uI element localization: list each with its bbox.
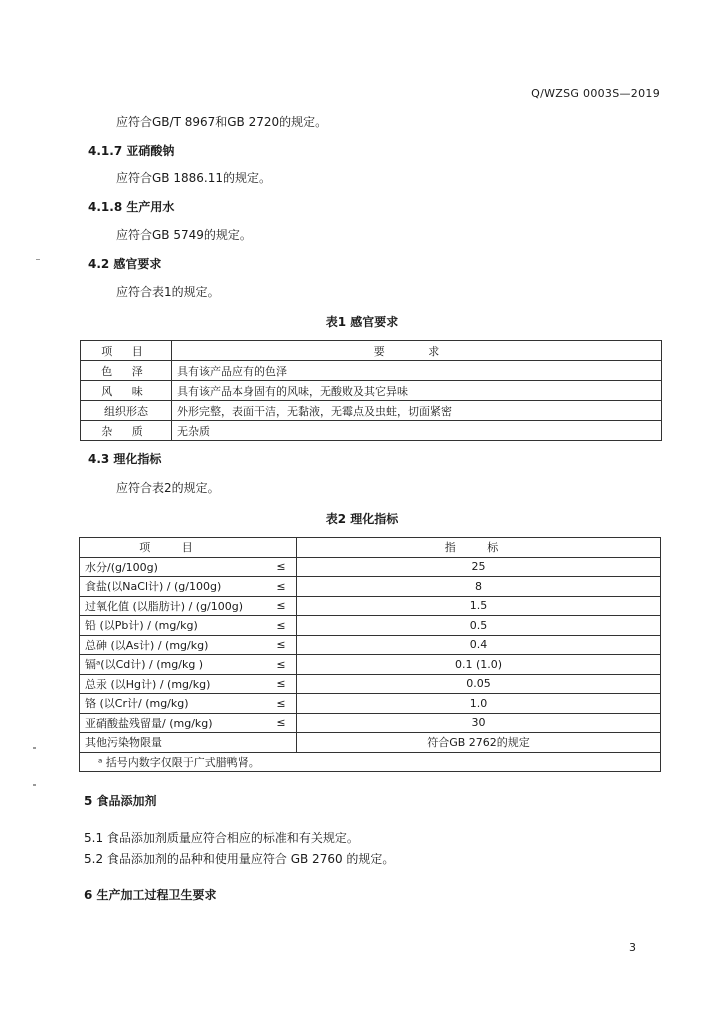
table-header-row [80, 538, 661, 558]
table-cell: 0.1 (1.0) [297, 655, 661, 675]
table-cell: 杂 质 [81, 421, 172, 441]
table-cell: ≤ [266, 635, 297, 655]
table-cell [266, 733, 297, 753]
table-row [81, 381, 662, 401]
table-cell: 铅 (以Pb计) / (mg/kg) [80, 616, 267, 636]
scan-mark [36, 259, 40, 260]
section-heading-4-3: 4.3 理化指标 [88, 452, 162, 466]
table-cell: ≤ [266, 694, 297, 714]
table-cell: ≤ [266, 616, 297, 636]
table-row [80, 733, 661, 753]
sensory-requirements-table [80, 340, 662, 441]
table-header-cell: 项 目 [81, 341, 172, 361]
table-cell: 过氧化值 (以脂肪计) / (g/100g) [80, 596, 267, 616]
table-cell: 总汞 (以Hg计) / (mg/kg) [80, 674, 267, 694]
page-number: 3 [629, 941, 636, 954]
table-cell: 8 [297, 577, 661, 597]
text-line: 应符合GB 5749的规定。 [116, 228, 252, 242]
table-row [80, 616, 661, 636]
text-line: 应符合表2的规定。 [116, 481, 220, 495]
table-header-cell: 指 标 [297, 538, 661, 558]
table-cell: 其他污染物限量 [80, 733, 267, 753]
table-cell: 铬 (以Cr计/ (mg/kg) [80, 694, 267, 714]
table-row [80, 557, 661, 577]
table-row [80, 694, 661, 714]
table-cell: ≤ [266, 713, 297, 733]
scan-mark [33, 747, 36, 749]
table-cell: ≤ [266, 557, 297, 577]
table-note-row [80, 752, 661, 772]
table-cell: 0.5 [297, 616, 661, 636]
table-cell: 外形完整，表面干洁，无黏液，无霉点及虫蛀，切面紧密 [172, 401, 662, 421]
table-row [81, 421, 662, 441]
text-line: 应符合表1的规定。 [116, 285, 220, 299]
table-cell: 风 味 [81, 381, 172, 401]
table-row [80, 655, 661, 675]
table-cell: 0.05 [297, 674, 661, 694]
table-cell: 符合GB 2762的规定 [297, 733, 661, 753]
table-row [80, 635, 661, 655]
table-cell: ≤ [266, 674, 297, 694]
table-cell: 1.0 [297, 694, 661, 714]
section-heading-4-1-8: 4.1.8 生产用水 [88, 200, 175, 214]
text-line: 应符合GB/T 8967和GB 2720的规定。 [116, 115, 328, 129]
table-cell: 总砷 (以As计) / (mg/kg) [80, 635, 267, 655]
table-cell: 食盐(以NaCl计) / (g/100g) [80, 577, 267, 597]
section-heading-5: 5 食品添加剂 [84, 794, 157, 808]
section-heading-6: 6 生产加工过程卫生要求 [84, 888, 217, 902]
table-header-row [81, 341, 662, 361]
table-cell: ≤ [266, 596, 297, 616]
physicochemical-indicators-table [79, 537, 661, 772]
table-cell: 水分/(g/100g) [80, 557, 267, 577]
table-cell: ≤ [266, 577, 297, 597]
document-code: Q/WZSG 0003S—2019 [531, 87, 660, 100]
table-cell: 亚硝酸盐残留量/ (mg/kg) [80, 713, 267, 733]
table-header-cell: 要 求 [172, 341, 662, 361]
table-cell: 具有该产品本身固有的风味，无酸败及其它异味 [172, 381, 662, 401]
clause-5-1: 5.1 食品添加剂质量应符合相应的标准和有关规定。 [84, 831, 359, 845]
table-cell: 色 泽 [81, 361, 172, 381]
table-cell: 镉ᵃ(以Cd计) / (mg/kg ) [80, 655, 267, 675]
table-row [80, 713, 661, 733]
table-cell: 25 [297, 557, 661, 577]
table-row [81, 401, 662, 421]
table-footnote: ᵃ 括号内数字仅限于广式腊鸭肾。 [80, 752, 661, 772]
table-row [81, 361, 662, 381]
table-row [80, 596, 661, 616]
table-cell: ≤ [266, 655, 297, 675]
table2-caption: 表2 理化指标 [325, 512, 399, 526]
table-cell: 具有该产品应有的色泽 [172, 361, 662, 381]
table-cell: 无杂质 [172, 421, 662, 441]
table-header-cell: 项 目 [80, 538, 267, 558]
clause-5-2: 5.2 食品添加剂的品种和使用量应符合 GB 2760 的规定。 [84, 852, 395, 866]
table-cell: 组织形态 [81, 401, 172, 421]
table-cell: 1.5 [297, 596, 661, 616]
table1-caption: 表1 感官要求 [325, 315, 399, 329]
text-line: 应符合GB 1886.11的规定。 [116, 171, 271, 185]
table-header-cell [266, 538, 297, 558]
table-cell: 30 [297, 713, 661, 733]
table-row [80, 674, 661, 694]
table-row [80, 577, 661, 597]
table-cell: 0.4 [297, 635, 661, 655]
section-heading-4-1-7: 4.1.7 亚硝酸钠 [88, 144, 175, 158]
scan-mark [33, 784, 36, 786]
section-heading-4-2: 4.2 感官要求 [88, 257, 162, 271]
